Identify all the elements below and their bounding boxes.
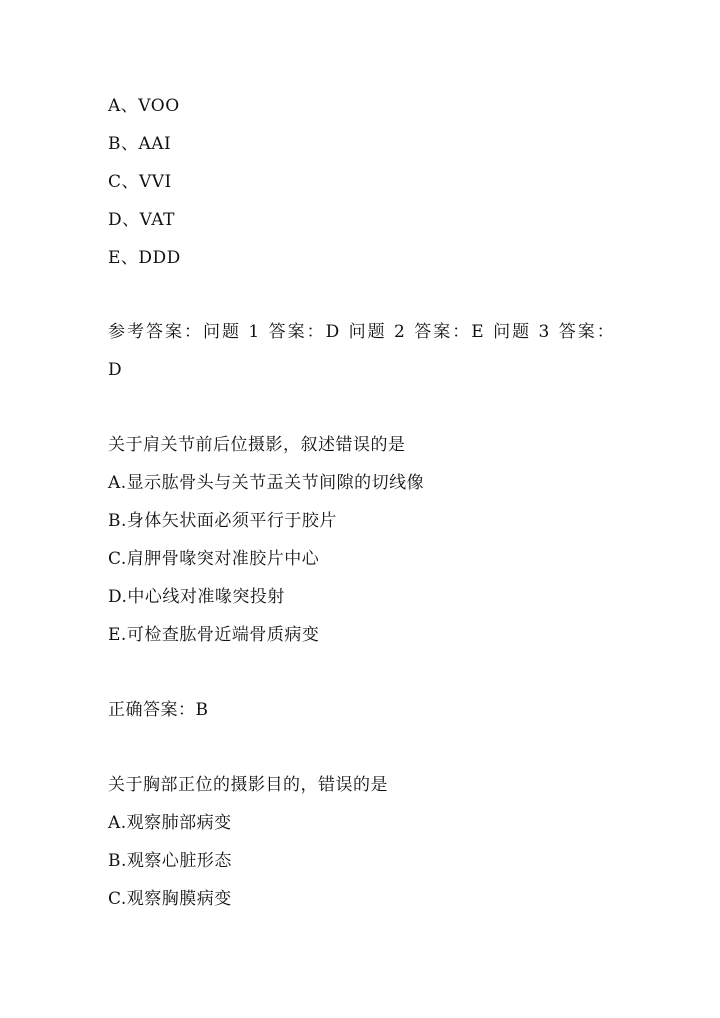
question-option-c: C.观察胸膜病变 xyxy=(108,889,232,909)
question-option-a: A.观察肺部病变 xyxy=(108,813,232,833)
question-option-b: B.观察心脏形态 xyxy=(108,851,232,871)
option-c: C、VVI xyxy=(108,172,172,192)
correct-answer: 正确答案：B xyxy=(108,700,209,720)
question-option-b: B.身体矢状面必须平行于胶片 xyxy=(108,511,337,531)
question-option-d: D.中心线对准喙突投射 xyxy=(108,587,285,607)
question-stem: 关于肩关节前后位摄影，叙述错误的是 xyxy=(108,435,406,455)
option-a: A、VOO xyxy=(108,96,180,116)
reference-answer-line-2: D xyxy=(108,360,123,380)
reference-answer-line-1: 参考答案：问题 1 答案：D 问题 2 答案：E 问题 3 答案： xyxy=(108,322,616,342)
question-option-c: C.肩胛骨喙突对准胶片中心 xyxy=(108,549,320,569)
option-e: E、DDD xyxy=(108,248,181,268)
question-option-a: A.显示肱骨头与关节盂关节间隙的切线像 xyxy=(108,473,425,493)
question-stem: 关于胸部正位的摄影目的，错误的是 xyxy=(108,775,388,795)
option-d: D、VAT xyxy=(108,210,175,230)
question-option-e: E.可检查肱骨近端骨质病变 xyxy=(108,625,320,645)
option-b: B、AAI xyxy=(108,134,172,154)
